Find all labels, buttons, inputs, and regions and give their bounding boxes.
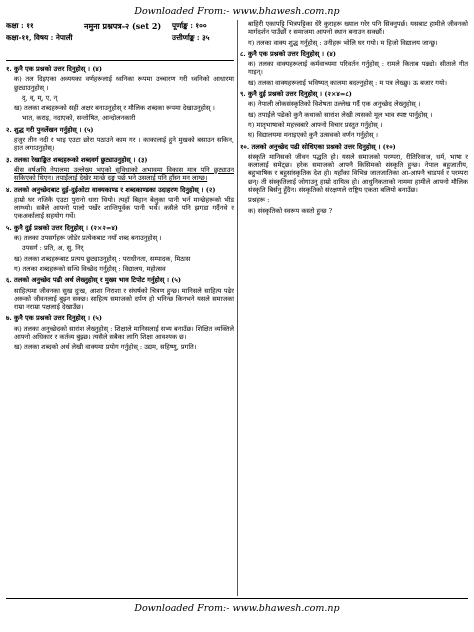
passage-text: हाम्रो घर नजिकै एउटा पुरानो धारा थियो। त्यहाँ बिहान बेलुका पानी भर्न मान्छेहरूको भीड लाग्थ्यो। सबैले आफ्नो पालो पर्खेर शान्तिपूर्वक पानी भर्थे। कसैले पनि झगडा गर्दैनथे र एकअर्कालाई सहयोग गर्थे। — [14, 195, 234, 221]
question-text: ४. तलको अनुच्छेदबाट दुई-दुईओटा वाक्यकाण्ड र शब्दकाण्डका उदाहरण दिनुहोस् । (२) — [6, 185, 216, 194]
class-subject: कक्षा-११, विषय : नेपाली — [6, 33, 73, 42]
sub-question: ख) तपाईंले पढेको कुनै कथाको सारांश लेखी त्यसको मूल भाव स्पष्ट पार्नुहोस् । — [248, 110, 433, 119]
question-text: १. कुनै एक प्रश्नको उत्तर दिनुहोस् । (४) — [6, 65, 102, 73]
sub-question: क) तलका वाक्यहरूलाई कर्मवाच्यमा परिवर्तन गर्नुहोस् : रामले किताब पढ्यो। सीताले गीत गाइन्। — [248, 60, 468, 77]
question-text: २. शुद्ध गरी पुनर्लेखन गर्नुहोस् । (५) — [6, 125, 94, 134]
sub-question: क) तलका अनुच्छेदको सारांश लेख्नुहोस् : शिक्षाले मानिसलाई सभ्य बनाउँछ। शिक्षित व्यक्तिले आफ्नो अधिकार र कर्तव्य बुझ्छ। त्यसैले सबैका लागि शिक्षा आवश्यक छ। — [14, 324, 234, 342]
column-divider — [237, 20, 238, 596]
paper-meta — [6, 20, 234, 61]
question-text: ७. कुनै एक प्रश्नको उत्तर दिनुहोस् । (५) — [6, 314, 102, 323]
sub-question: ख) तलका शब्दहरूको सही अक्षर बनाउनुहोस् र मौलिक शब्दका रूपमा देखाउनुहोस् । — [14, 104, 215, 113]
download-header: Downloaded From:- www.bhawesh.com.np — [134, 6, 340, 17]
sub-question: ग) मातृभाषाको महत्त्वबारे आफ्नो विचार प्रस्तुत गर्नुहोस् । — [248, 120, 383, 129]
sub-question: प्रश्नहरू : — [248, 196, 270, 205]
sub-question: क) नेपाली लोकसंस्कृतिको विशेषता उल्लेख गर्दै एक अनुच्छेद लेख्नुहोस् । — [248, 100, 421, 109]
question-text: ८. कुनै एक प्रश्नको उत्तर दिनुहोस् । (४) — [240, 49, 336, 58]
subject-label: कक्षा : ११ — [6, 21, 34, 30]
sub-question: क) तलका उपसर्गहरू जोडेर प्रत्येकबाट नयाँ शब्द बनाउनुहोस् । — [14, 234, 162, 243]
sub-question: ख) तलका शब्दहरूबाट प्रत्यय छुट्याउनुहोस् : पराधीनता, सम्पादक, मिठास — [14, 254, 191, 263]
question-text: ३. तलका रेखाङ्कित शब्दहरूको शब्दवर्ग छुट्याउनुहोस् । (३) — [6, 155, 148, 164]
sub-question: क) तल दिइएका अव्ययका वर्णहरूलाई ध्वनिका रूपमा उच्चारण गरी ध्वनिको आधारमा छुट्याउनुहोस् । — [14, 75, 234, 92]
question-text: ९. कुनै दुई प्रश्नको उत्तर दिनुहोस् । (२×४=८) — [240, 90, 352, 99]
answer-line: द्, व्, म्, ए, न् — [22, 93, 58, 102]
paper-title: नमुना प्रश्नपत्र-२ (set 2) — [84, 21, 162, 31]
answer-line: उपसर्ग : प्रति, अ, सु, निर् — [22, 244, 84, 253]
passage-text: बाहिरी एकापट्टि भित्रपट्टिका धेरै कुराहरू ख्याल गरेर पनि सिक्नुपर्छ। यसबाट हामीले जीवनको मार्गदर्शन पाउँछौं र समाजमा आफ्नो स्थान बनाउन सक्छौं। — [248, 20, 468, 37]
download-footer: Downloaded From:- www.bhawesh.com.np — [134, 603, 340, 614]
pass-marks: उत्तीर्णाङ्क : ३५ — [172, 33, 210, 42]
right-column — [240, 20, 468, 596]
sub-question: ख) तलका शब्दको अर्थ लेखी वाक्यमा प्रयोग गर्नुहोस् : उद्यम, सहिष्णु, प्रगति। — [14, 343, 197, 352]
passage-text: बीस वर्षअघि नेपालमा उल्लेख्य भएको सुविधाको अभावमा विकास मात्र पनि छुट्याउन सकिएको थिएन। तपाईंलाई देखेर मान्छे दङ्ग पर्छ भने उसलाई पनि हाँस्न मन लाग्छ। — [14, 165, 234, 183]
sub-question: ग) तलका शब्दहरूको सन्धि विच्छेद गर्नुहोस् : विद्यालय, महोत्सव — [14, 264, 166, 273]
sub-question: क) संस्कृतिको स्वरूप कस्तो हुन्छ ? — [248, 206, 333, 215]
full-marks: पूर्णाङ्क : १०० — [172, 21, 207, 30]
passage-text: हजुर तीन नदी र भाइ एउटा छोरा पठाउने काम गर । काकालाई हुने मुखको बसाउन सकिन, हात लगाउनुहोस्। — [14, 136, 234, 153]
answer-line: भात, कराइ, नदाएको, सन्तोषित, आन्दोलनकारी — [22, 114, 136, 123]
question-text: १०. तलको अनुच्छेद पढी सोधिएका प्रश्नको उत्तर दिनुहोस् । (१०) — [240, 142, 396, 151]
question-text: ५. कुनै दुई प्रश्नको उत्तर दिनुहोस् । (२×२=४) — [6, 223, 118, 232]
sub-question: घ) विद्यालयमा मनाइएको कुनै उत्सवको वर्णन गर्नुहोस् । — [248, 131, 379, 140]
sub-question: ख) तलका वाक्यहरूलाई भविष्यत् कालमा बदल्नुहोस् : म पत्र लेख्छु। ऊ बजार गयो। — [248, 78, 447, 87]
passage-text: संस्कृति मानिसको जीवन पद्धति हो। यसले समाजको परम्परा, रीतिरिवाज, धर्म, भाषा र कलालाई समेट्छ। हरेक समाजको आफ्नै किसिमको संस्कृति हुन्छ। नेपाल बहुजातीय, बहुभाषिक र बहुसांस्कृतिक देश हो। यहाँका विभिन्न जातजातिका आ-आफ्नै चाडपर्व र परम्परा छन्। ती संस्कृतिलाई जोगाउनु हाम्रो दायित्व हो। आधुनिकताको नाममा हामीले आफ्नो मौलिक संस्कृति बिर्सनु हुँदैन। संस्कृतिको संरक्षणले राष्ट्रिय एकता बलियो बनाउँछ। — [248, 152, 468, 195]
footer-rule — [6, 598, 468, 599]
question-text: ६. तलको अनुच्छेद पढी अर्थ लेख्नुहोस् र मुख्य भाव टिपोट गर्नुहोस् । (५) — [6, 276, 181, 285]
passage-text: साहित्यमा जीवनका सुख दुःख, आशा निराशा र संघर्षको चित्रण हुन्छ। मानिसले साहित्य पढेर अरूको जीवनलाई बुझ्न सक्छ। साहित्य समाजको दर्पण हो भनिन्छ किनभने यसले समाजका राम्रा नराम्रा पक्षलाई देखाउँछ। — [14, 286, 234, 312]
left-column — [6, 20, 234, 596]
sub-question: ग) तलका वाक्य शुद्ध गर्नुहोस् : उनीहरू भोलि घर गयो। म हिजो विद्यालय जान्छु। — [248, 38, 438, 47]
